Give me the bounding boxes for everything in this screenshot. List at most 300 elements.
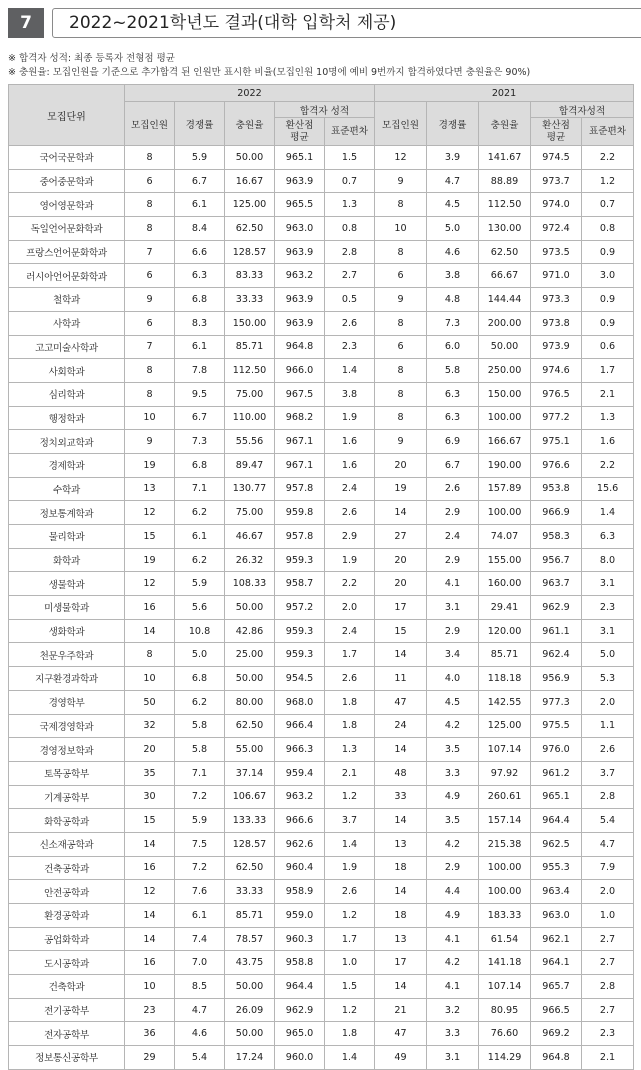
note-fill-rate: ※ 충원율: 모집인원을 기준으로 추가합격 된 인원만 표시한 비율(모집인원 10명에 예비 9번까지 합격하였다면 충원율은 90%) (8, 67, 531, 78)
value-cell: 1.8 (325, 1022, 375, 1046)
value-cell: 965.5 (275, 193, 325, 217)
value-cell: 100.00 (479, 406, 531, 430)
value-cell: 3.5 (427, 738, 479, 762)
value-cell: 2.6 (325, 501, 375, 525)
value-cell: 959.3 (275, 619, 325, 643)
value-cell: 7 (125, 240, 175, 264)
value-cell: 963.4 (531, 880, 582, 904)
table-row (9, 311, 634, 335)
value-cell: 965.1 (531, 785, 582, 809)
value-cell: 2.8 (582, 785, 634, 809)
value-cell: 100.00 (479, 880, 531, 904)
value-cell: 17.24 (225, 1046, 275, 1070)
col-header-dept: 모집단위 (9, 85, 125, 146)
value-cell: 157.14 (479, 809, 531, 833)
value-cell: 16 (125, 856, 175, 880)
table-row (9, 690, 634, 714)
value-cell: 3.7 (582, 761, 634, 785)
col-header-fill-2022: 충원율 (225, 102, 275, 146)
value-cell: 14 (125, 832, 175, 856)
value-cell: 8 (125, 382, 175, 406)
value-cell: 2.3 (582, 1022, 634, 1046)
value-cell: 964.4 (275, 975, 325, 999)
value-cell: 14 (125, 904, 175, 928)
value-cell: 7.4 (175, 927, 225, 951)
value-cell: 19 (125, 453, 175, 477)
value-cell: 6 (125, 311, 175, 335)
dept-cell: 사학과 (9, 311, 125, 335)
value-cell: 955.3 (531, 856, 582, 880)
value-cell: 6.1 (175, 335, 225, 359)
value-cell: 14 (125, 619, 175, 643)
value-cell: 5.9 (175, 572, 225, 596)
value-cell: 959.3 (275, 548, 325, 572)
value-cell: 7.6 (175, 880, 225, 904)
value-cell: 6.1 (175, 904, 225, 928)
value-cell: 17 (375, 951, 427, 975)
value-cell: 50.00 (225, 667, 275, 691)
value-cell: 4.2 (427, 832, 479, 856)
value-cell: 6.3 (175, 264, 225, 288)
value-cell: 1.6 (325, 430, 375, 454)
value-cell: 2.6 (325, 880, 375, 904)
value-cell: 962.5 (531, 832, 582, 856)
value-cell: 968.0 (275, 690, 325, 714)
value-cell: 2.8 (325, 240, 375, 264)
value-cell: 2.8 (582, 975, 634, 999)
value-cell: 62.50 (479, 240, 531, 264)
value-cell: 4.7 (427, 169, 479, 193)
value-cell: 4.5 (427, 690, 479, 714)
table-row (9, 169, 634, 193)
value-cell: 12 (125, 880, 175, 904)
value-cell: 9 (375, 169, 427, 193)
value-cell: 5.9 (175, 809, 225, 833)
value-cell: 7.5 (175, 832, 225, 856)
value-cell: 4.2 (427, 714, 479, 738)
value-cell: 954.5 (275, 667, 325, 691)
value-cell: 26.09 (225, 998, 275, 1022)
value-cell: 4.6 (427, 240, 479, 264)
value-cell: 4.1 (427, 975, 479, 999)
value-cell: 2.6 (427, 477, 479, 501)
value-cell: 33.33 (225, 880, 275, 904)
value-cell: 963.2 (275, 785, 325, 809)
value-cell: 2.4 (325, 619, 375, 643)
value-cell: 0.6 (582, 335, 634, 359)
value-cell: 6.2 (175, 501, 225, 525)
table-row (9, 714, 634, 738)
value-cell: 150.00 (225, 311, 275, 335)
value-cell: 20 (375, 453, 427, 477)
dept-cell: 사회학과 (9, 359, 125, 383)
value-cell: 6 (125, 169, 175, 193)
value-cell: 14 (375, 880, 427, 904)
col-header-sd-2022: 표준편차 (325, 118, 375, 146)
value-cell: 125.00 (225, 193, 275, 217)
value-cell: 2.6 (325, 667, 375, 691)
value-cell: 8.0 (582, 548, 634, 572)
value-cell: 144.44 (479, 288, 531, 312)
value-cell: 3.1 (582, 572, 634, 596)
value-cell: 959.4 (275, 761, 325, 785)
value-cell: 190.00 (479, 453, 531, 477)
table-row (9, 761, 634, 785)
value-cell: 958.9 (275, 880, 325, 904)
value-cell: 966.0 (275, 359, 325, 383)
value-cell: 7 (125, 335, 175, 359)
value-cell: 6.3 (427, 406, 479, 430)
value-cell: 965.1 (275, 146, 325, 170)
dept-cell: 천문우주학과 (9, 643, 125, 667)
dept-cell: 토목공학부 (9, 761, 125, 785)
table-row (9, 998, 634, 1022)
value-cell: 55.00 (225, 738, 275, 762)
value-cell: 5.9 (175, 146, 225, 170)
value-cell: 12 (125, 572, 175, 596)
value-cell: 14 (375, 975, 427, 999)
table-row (9, 667, 634, 691)
value-cell: 1.9 (325, 406, 375, 430)
value-cell: 76.60 (479, 1022, 531, 1046)
value-cell: 961.1 (531, 619, 582, 643)
value-cell: 7.9 (582, 856, 634, 880)
value-cell: 0.7 (582, 193, 634, 217)
section-title: 2022~2021학년도 결과(대학 입학처 제공) (52, 8, 641, 38)
value-cell: 62.50 (225, 856, 275, 880)
value-cell: 150.00 (479, 382, 531, 406)
value-cell: 10 (375, 217, 427, 241)
value-cell: 47 (375, 1022, 427, 1046)
value-cell: 47 (375, 690, 427, 714)
dept-cell: 공업화학과 (9, 927, 125, 951)
value-cell: 1.6 (325, 453, 375, 477)
value-cell: 75.00 (225, 382, 275, 406)
dept-cell: 프랑스언어문화학과 (9, 240, 125, 264)
value-cell: 12 (375, 146, 427, 170)
value-cell: 20 (375, 548, 427, 572)
value-cell: 10 (125, 975, 175, 999)
value-cell: 1.5 (325, 975, 375, 999)
value-cell: 2.7 (582, 927, 634, 951)
value-cell: 12 (125, 501, 175, 525)
value-cell: 7.1 (175, 761, 225, 785)
table-row (9, 572, 634, 596)
table-row (9, 453, 634, 477)
value-cell: 976.6 (531, 453, 582, 477)
value-cell: 2.1 (325, 761, 375, 785)
value-cell: 20 (125, 738, 175, 762)
value-cell: 1.0 (325, 951, 375, 975)
value-cell: 50.00 (479, 335, 531, 359)
value-cell: 966.6 (275, 809, 325, 833)
value-cell: 1.7 (325, 643, 375, 667)
value-cell: 963.7 (531, 572, 582, 596)
value-cell: 80.95 (479, 998, 531, 1022)
value-cell: 1.7 (325, 927, 375, 951)
value-cell: 0.8 (582, 217, 634, 241)
value-cell: 3.0 (582, 264, 634, 288)
value-cell: 2.2 (582, 453, 634, 477)
dept-cell: 심리학과 (9, 382, 125, 406)
value-cell: 7.0 (175, 951, 225, 975)
value-cell: 20 (375, 572, 427, 596)
value-cell: 107.14 (479, 738, 531, 762)
value-cell: 6.3 (427, 382, 479, 406)
table-row (9, 927, 634, 951)
dept-cell: 행정학과 (9, 406, 125, 430)
value-cell: 959.0 (275, 904, 325, 928)
value-cell: 19 (375, 477, 427, 501)
value-cell: 62.50 (225, 714, 275, 738)
dept-cell: 건축학과 (9, 975, 125, 999)
value-cell: 972.4 (531, 217, 582, 241)
value-cell: 7.1 (175, 477, 225, 501)
value-cell: 112.50 (225, 359, 275, 383)
value-cell: 960.4 (275, 856, 325, 880)
col-header-competition-2022: 경쟁률 (175, 102, 225, 146)
value-cell: 5.3 (582, 667, 634, 691)
value-cell: 6.8 (175, 667, 225, 691)
value-cell: 32 (125, 714, 175, 738)
value-cell: 2.9 (427, 619, 479, 643)
value-cell: 3.8 (325, 382, 375, 406)
value-cell: 963.0 (531, 904, 582, 928)
value-cell: 958.3 (531, 525, 582, 549)
value-cell: 15 (375, 619, 427, 643)
value-cell: 6.7 (175, 169, 225, 193)
value-cell: 1.9 (325, 856, 375, 880)
value-cell: 3.9 (427, 146, 479, 170)
value-cell: 9 (375, 288, 427, 312)
notes (8, 52, 530, 80)
value-cell: 962.6 (275, 832, 325, 856)
results-table (8, 84, 634, 1070)
value-cell: 0.9 (582, 311, 634, 335)
value-cell: 2.3 (325, 335, 375, 359)
value-cell: 118.18 (479, 667, 531, 691)
value-cell: 974.6 (531, 359, 582, 383)
dept-cell: 생화학과 (9, 619, 125, 643)
value-cell: 8 (375, 359, 427, 383)
value-cell: 8 (375, 311, 427, 335)
dept-cell: 건축공학과 (9, 856, 125, 880)
value-cell: 16 (125, 596, 175, 620)
col-header-fill-2021: 충원율 (479, 102, 531, 146)
dept-cell: 생물학과 (9, 572, 125, 596)
value-cell: 155.00 (479, 548, 531, 572)
table-row (9, 809, 634, 833)
value-cell: 112.50 (479, 193, 531, 217)
col-header-recruit-2021: 모집인원 (375, 102, 427, 146)
value-cell: 25.00 (225, 643, 275, 667)
value-cell: 100.00 (479, 501, 531, 525)
table-row (9, 288, 634, 312)
value-cell: 7.8 (175, 359, 225, 383)
value-cell: 33 (375, 785, 427, 809)
value-cell: 15 (125, 809, 175, 833)
value-cell: 108.33 (225, 572, 275, 596)
value-cell: 1.3 (325, 738, 375, 762)
value-cell: 4.2 (427, 951, 479, 975)
value-cell: 956.9 (531, 667, 582, 691)
dept-cell: 철학과 (9, 288, 125, 312)
value-cell: 5.4 (582, 809, 634, 833)
value-cell: 141.18 (479, 951, 531, 975)
value-cell: 15.6 (582, 477, 634, 501)
value-cell: 4.7 (582, 832, 634, 856)
value-cell: 29.41 (479, 596, 531, 620)
value-cell: 6 (375, 264, 427, 288)
dept-cell: 도시공학과 (9, 951, 125, 975)
table-row (9, 856, 634, 880)
value-cell: 0.9 (582, 288, 634, 312)
value-cell: 1.5 (325, 146, 375, 170)
value-cell: 8 (375, 406, 427, 430)
value-cell: 0.9 (582, 240, 634, 264)
value-cell: 2.9 (325, 525, 375, 549)
value-cell: 966.9 (531, 501, 582, 525)
value-cell: 50.00 (225, 975, 275, 999)
value-cell: 964.4 (531, 809, 582, 833)
value-cell: 5.8 (175, 738, 225, 762)
dept-cell: 경제학과 (9, 453, 125, 477)
value-cell: 7.3 (427, 311, 479, 335)
value-cell: 2.7 (582, 951, 634, 975)
value-cell: 2.0 (582, 690, 634, 714)
value-cell: 967.1 (275, 453, 325, 477)
value-cell: 976.0 (531, 738, 582, 762)
dept-cell: 전기공학부 (9, 998, 125, 1022)
value-cell: 7.3 (175, 430, 225, 454)
value-cell: 3.1 (582, 619, 634, 643)
value-cell: 960.3 (275, 927, 325, 951)
value-cell: 962.1 (531, 927, 582, 951)
value-cell: 16 (125, 951, 175, 975)
value-cell: 957.8 (275, 477, 325, 501)
value-cell: 85.71 (225, 335, 275, 359)
value-cell: 4.8 (427, 288, 479, 312)
value-cell: 9 (125, 288, 175, 312)
note-grade: ※ 합격자 성적: 최종 등록자 전형점 평균 (8, 53, 175, 64)
value-cell: 3.3 (427, 1022, 479, 1046)
value-cell: 2.4 (427, 525, 479, 549)
dept-cell: 정치외교학과 (9, 430, 125, 454)
value-cell: 6.2 (175, 690, 225, 714)
value-cell: 8 (125, 217, 175, 241)
value-cell: 0.7 (325, 169, 375, 193)
value-cell: 106.67 (225, 785, 275, 809)
value-cell: 2.0 (325, 596, 375, 620)
table-body (9, 146, 634, 1070)
value-cell: 125.00 (479, 714, 531, 738)
table-row (9, 217, 634, 241)
col-header-grade-2022: 합격자 성적 (275, 102, 375, 118)
value-cell: 9 (375, 430, 427, 454)
value-cell: 1.1 (582, 714, 634, 738)
value-cell: 2.6 (582, 738, 634, 762)
value-cell: 966.5 (531, 998, 582, 1022)
value-cell: 5.8 (175, 714, 225, 738)
value-cell: 7.2 (175, 856, 225, 880)
value-cell: 964.8 (531, 1046, 582, 1070)
value-cell: 61.54 (479, 927, 531, 951)
value-cell: 100.00 (479, 856, 531, 880)
value-cell: 8.4 (175, 217, 225, 241)
value-cell: 2.9 (427, 501, 479, 525)
value-cell: 976.5 (531, 382, 582, 406)
value-cell: 43.75 (225, 951, 275, 975)
value-cell: 2.1 (582, 1046, 634, 1070)
value-cell: 5.0 (427, 217, 479, 241)
value-cell: 958.8 (275, 951, 325, 975)
value-cell: 973.8 (531, 311, 582, 335)
value-cell: 1.6 (582, 430, 634, 454)
dept-cell: 기계공학부 (9, 785, 125, 809)
value-cell: 973.9 (531, 335, 582, 359)
value-cell: 50.00 (225, 1022, 275, 1046)
value-cell: 37.14 (225, 761, 275, 785)
value-cell: 967.1 (275, 430, 325, 454)
value-cell: 963.9 (275, 311, 325, 335)
value-cell: 1.2 (325, 904, 375, 928)
value-cell: 1.4 (325, 1046, 375, 1070)
dept-cell: 화학공학과 (9, 809, 125, 833)
value-cell: 2.6 (325, 311, 375, 335)
value-cell: 977.3 (531, 690, 582, 714)
value-cell: 5.4 (175, 1046, 225, 1070)
table-row (9, 643, 634, 667)
value-cell: 2.2 (325, 572, 375, 596)
value-cell: 4.9 (427, 785, 479, 809)
value-cell: 4.0 (427, 667, 479, 691)
table-row (9, 382, 634, 406)
value-cell: 3.4 (427, 643, 479, 667)
dept-cell: 지구환경과학과 (9, 667, 125, 691)
value-cell: 965.0 (275, 1022, 325, 1046)
value-cell: 2.2 (582, 146, 634, 170)
value-cell: 107.14 (479, 975, 531, 999)
value-cell: 13 (375, 927, 427, 951)
value-cell: 6.8 (175, 288, 225, 312)
value-cell: 29 (125, 1046, 175, 1070)
value-cell: 959.8 (275, 501, 325, 525)
table-row (9, 619, 634, 643)
value-cell: 157.89 (479, 477, 531, 501)
value-cell: 133.33 (225, 809, 275, 833)
value-cell: 5.0 (175, 643, 225, 667)
value-cell: 142.55 (479, 690, 531, 714)
value-cell: 971.0 (531, 264, 582, 288)
col-header-grade-2021: 합격자성적 (531, 102, 634, 118)
value-cell: 85.71 (479, 643, 531, 667)
value-cell: 5.6 (175, 596, 225, 620)
value-cell: 974.0 (531, 193, 582, 217)
col-header-recruit-2022: 모집인원 (125, 102, 175, 146)
value-cell: 16.67 (225, 169, 275, 193)
value-cell: 46.67 (225, 525, 275, 549)
value-cell: 33.33 (225, 288, 275, 312)
dept-cell: 신소재공학과 (9, 832, 125, 856)
value-cell: 962.4 (531, 643, 582, 667)
value-cell: 973.7 (531, 169, 582, 193)
table-row (9, 430, 634, 454)
value-cell: 7.2 (175, 785, 225, 809)
value-cell: 2.9 (427, 548, 479, 572)
value-cell: 8.5 (175, 975, 225, 999)
value-cell: 3.5 (427, 809, 479, 833)
table-row (9, 146, 634, 170)
